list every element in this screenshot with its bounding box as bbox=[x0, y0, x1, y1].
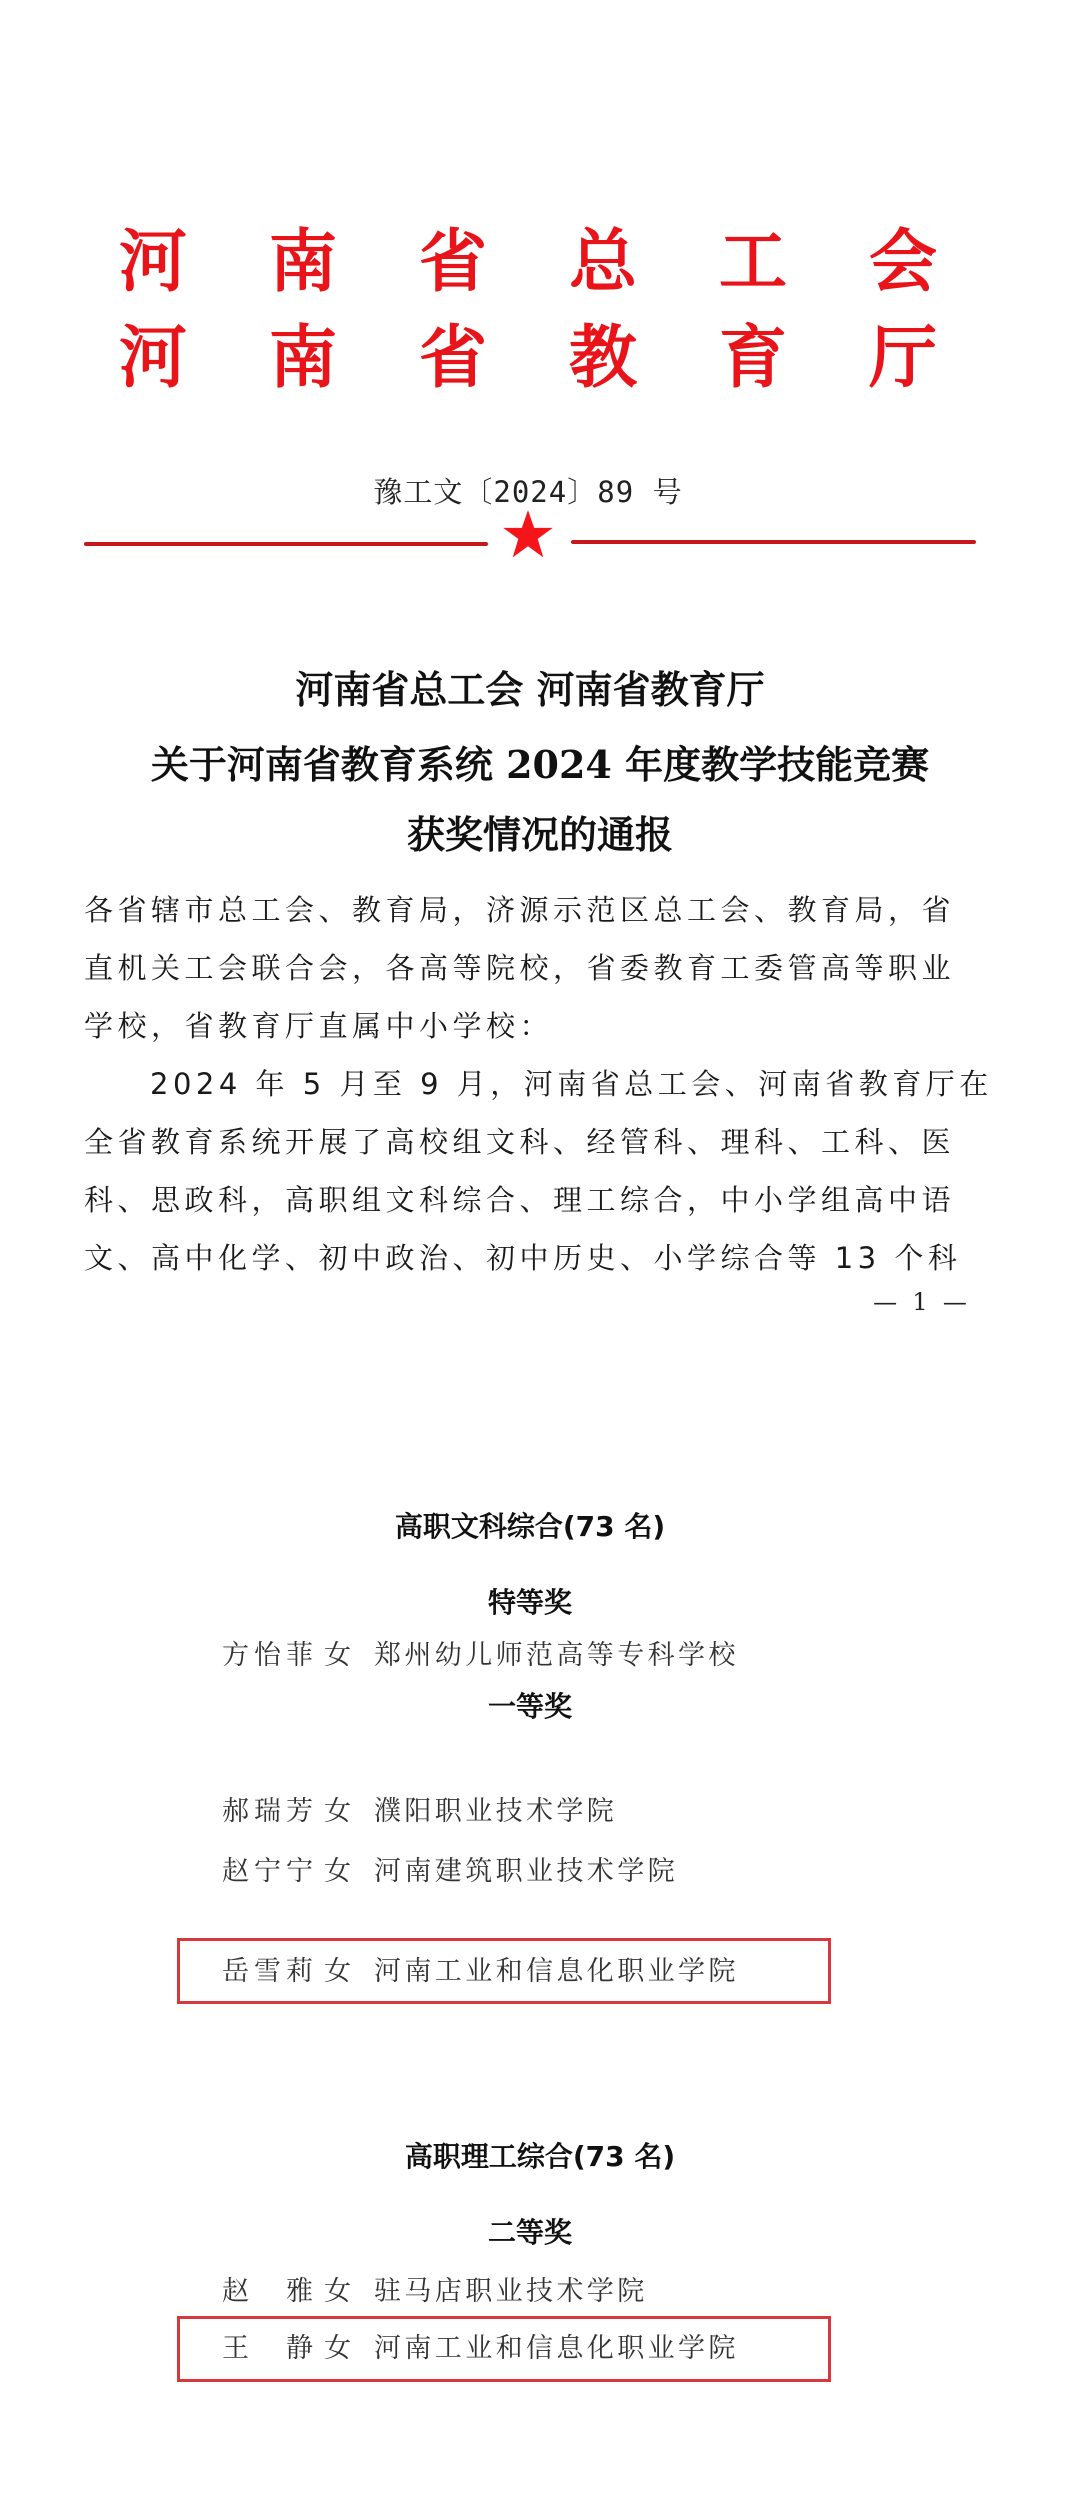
salutation-line: 直机关工会联合会，各高等院校，省委教育工委管高等职业 bbox=[84, 951, 956, 985]
winner-gender: 女 bbox=[324, 1856, 351, 1887]
paragraph-line: 2024 年 5 月至 9 月，河南省总工会、河南省教育厅在 bbox=[150, 1067, 993, 1101]
document-number: 豫工文〔2024〕89 号 bbox=[373, 475, 683, 509]
star-icon bbox=[502, 508, 554, 560]
letterhead-char: 南 bbox=[268, 318, 337, 398]
letterhead-union bbox=[118, 222, 938, 302]
document-title-line-2: 关于河南省教育系统 2024 年度教学技能竞赛 bbox=[150, 742, 930, 787]
winner-school: 河南建筑职业技术学院 bbox=[374, 1856, 678, 1887]
winner-school: 河南工业和信息化职业学院 bbox=[374, 2333, 739, 2364]
salutation-line: 学校，省教育厅直属中小学校： bbox=[84, 1009, 554, 1043]
letterhead-char: 厅 bbox=[868, 318, 937, 398]
letterhead-char: 河 bbox=[118, 318, 187, 398]
letterhead-char: 工 bbox=[718, 222, 787, 302]
paragraph-line: 全省教育系统开展了高校组文科、经管科、理科、工科、医 bbox=[84, 1125, 956, 1159]
letterhead-char: 育 bbox=[718, 318, 787, 398]
page-number: — 1 — bbox=[873, 1288, 967, 1316]
winner-row bbox=[222, 1792, 617, 1832]
document-title-line-1: 河南省总工会 河南省教育厅 bbox=[295, 667, 765, 712]
winner-row bbox=[222, 1636, 739, 1676]
letterhead-char: 河 bbox=[118, 222, 187, 302]
award-level-second: 二等奖 bbox=[487, 2216, 572, 2249]
letterhead-char: 省 bbox=[418, 222, 487, 302]
winner-row bbox=[222, 2272, 648, 2312]
winner-school: 郑州幼儿师范高等专科学校 bbox=[374, 1640, 739, 1671]
red-divider-right bbox=[571, 540, 976, 544]
winner-name: 郝瑞芳 bbox=[222, 1796, 318, 1827]
letterhead-char: 会 bbox=[868, 222, 937, 302]
winner-gender: 女 bbox=[324, 1956, 351, 1987]
paragraph-line: 文、高中化学、初中政治、初中历史、小学综合等 13 个科 bbox=[84, 1241, 962, 1275]
winner-gender: 女 bbox=[324, 2333, 351, 2364]
winner-school: 河南工业和信息化职业学院 bbox=[374, 1956, 739, 1987]
letterhead-char: 南 bbox=[268, 222, 337, 302]
letterhead-char: 教 bbox=[568, 318, 637, 398]
winner-row-highlighted bbox=[222, 2329, 739, 2369]
winner-name: 岳雪莉 bbox=[222, 1956, 318, 1987]
winner-name: 赵 雅 bbox=[222, 2276, 318, 2307]
winner-school: 驻马店职业技术学院 bbox=[374, 2276, 648, 2307]
winner-row bbox=[222, 1852, 678, 1892]
letterhead-education-dept bbox=[118, 318, 938, 398]
red-divider-left bbox=[84, 542, 488, 546]
winner-row-highlighted bbox=[222, 1952, 739, 1992]
winner-name: 方怡菲 bbox=[222, 1640, 318, 1671]
letterhead-char: 省 bbox=[418, 318, 487, 398]
salutation-line: 各省辖市总工会、教育局，济源示范区总工会、教育局，省 bbox=[84, 893, 956, 927]
winner-name: 王 静 bbox=[222, 2333, 318, 2364]
winner-gender: 女 bbox=[324, 2276, 351, 2307]
winner-gender: 女 bbox=[324, 1640, 351, 1671]
section-heading-liberal-arts: 高职文科综合(73 名) bbox=[394, 1510, 666, 1543]
winner-gender: 女 bbox=[324, 1796, 351, 1827]
section-heading-science-engineering: 高职理工综合(73 名) bbox=[404, 2140, 676, 2173]
document-title-line-3: 获奖情况的通报 bbox=[406, 812, 673, 857]
award-level-special: 特等奖 bbox=[487, 1586, 572, 1619]
winner-school: 濮阳职业技术学院 bbox=[374, 1796, 618, 1827]
winner-name: 赵宁宁 bbox=[222, 1856, 318, 1887]
paragraph-line: 科、思政科，高职组文科综合、理工综合，中小学组高中语 bbox=[84, 1183, 956, 1217]
award-level-first: 一等奖 bbox=[487, 1690, 572, 1723]
letterhead-char: 总 bbox=[568, 222, 637, 302]
